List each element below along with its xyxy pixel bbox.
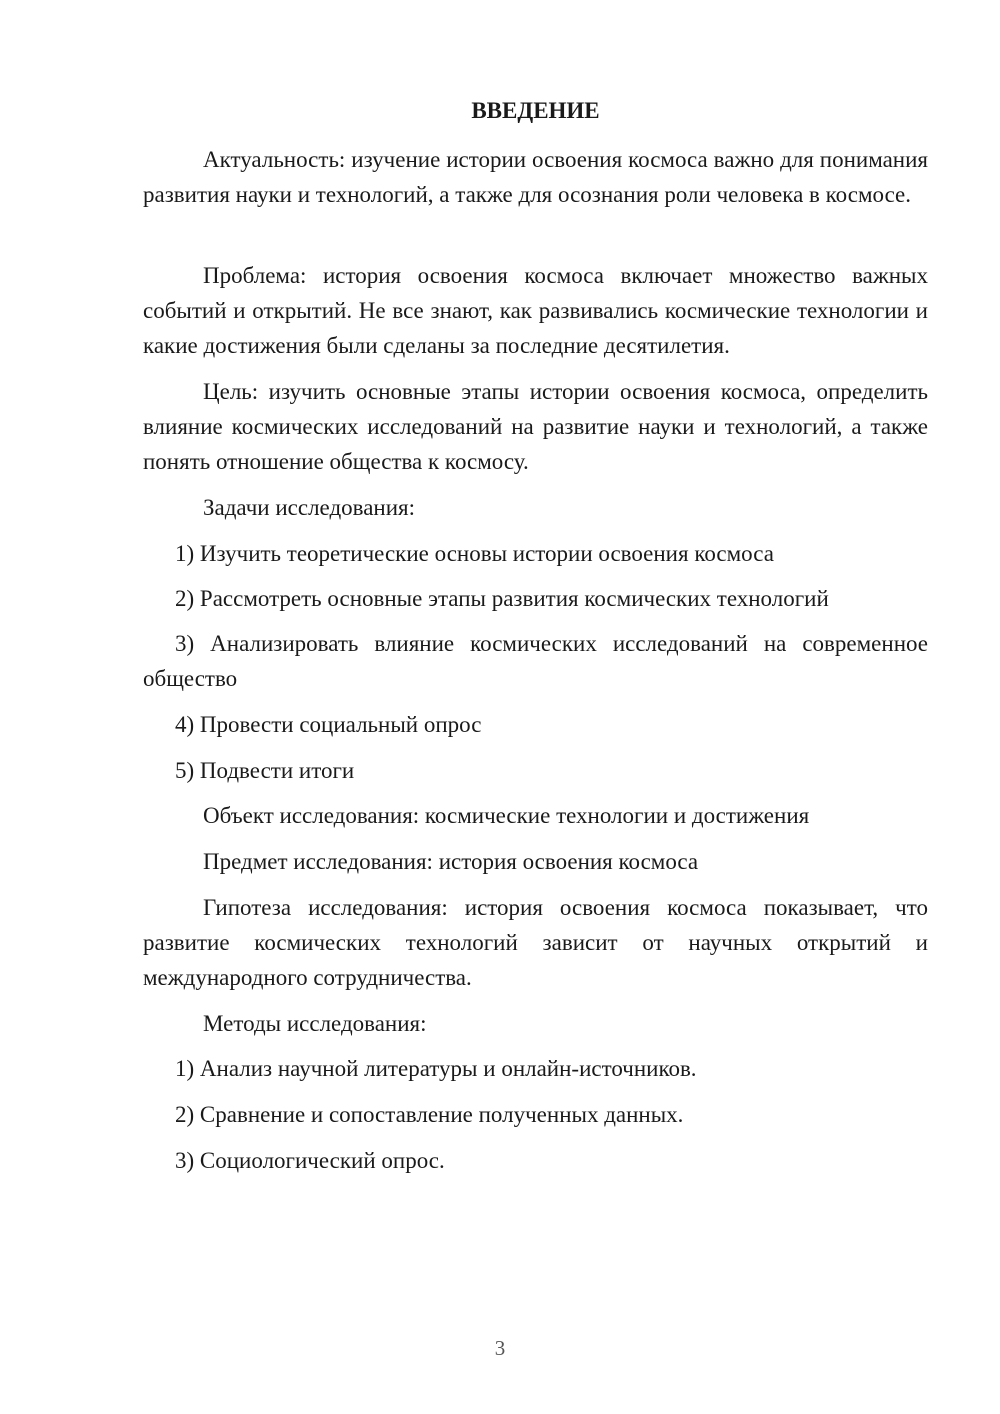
task-item: 1) Изучить теоретические основы истории освоения космоса: [175, 541, 774, 566]
problem-paragraph: Проблема: история освоения космоса включает множество важных событий и открытий. Не все знают, как развивались космические технологии и какие достижения были сделаны за последние десятилетия.: [143, 263, 928, 358]
task-item: 5) Подвести итоги: [175, 758, 355, 783]
task-item: 3) Анализировать влияние космических исследований на современное общество: [143, 631, 928, 691]
subject-paragraph: Предмет исследования: история освоения космоса: [203, 849, 699, 874]
hypothesis-paragraph: Гипотеза исследования: история освоения космоса показывает, что развитие космических технологий зависит от научных открытий и международного сотрудничества.: [143, 895, 928, 990]
method-item: 2) Сравнение и сопоставление полученных данных.: [175, 1102, 684, 1127]
method-item: 3) Социологический опрос.: [175, 1148, 445, 1173]
relevance-paragraph: Актуальность: изучение истории освоения космоса важно для понимания развития науки и технологий, а также для осознания роли человека в космосе.: [143, 147, 928, 207]
object-paragraph: Объект исследования: космические технологии и достижения: [203, 803, 810, 828]
tasks-title: Задачи исследования:: [203, 495, 416, 520]
task-item: 4) Провести социальный опрос: [175, 712, 482, 737]
task-item: 2) Рассмотреть основные этапы развития космических технологий: [175, 586, 829, 611]
methods-title: Методы исследования:: [203, 1011, 427, 1036]
page-number: 3: [494, 1336, 506, 1360]
method-item: 1) Анализ научной литературы и онлайн-источников.: [175, 1056, 697, 1081]
page-heading: ВВЕДЕНИЕ: [471, 98, 600, 123]
goal-paragraph: Цель: изучить основные этапы истории освоения космоса, определить влияние космических исследований на развитие науки и технологий, а также понять отношение общества к космосу.: [143, 379, 928, 474]
